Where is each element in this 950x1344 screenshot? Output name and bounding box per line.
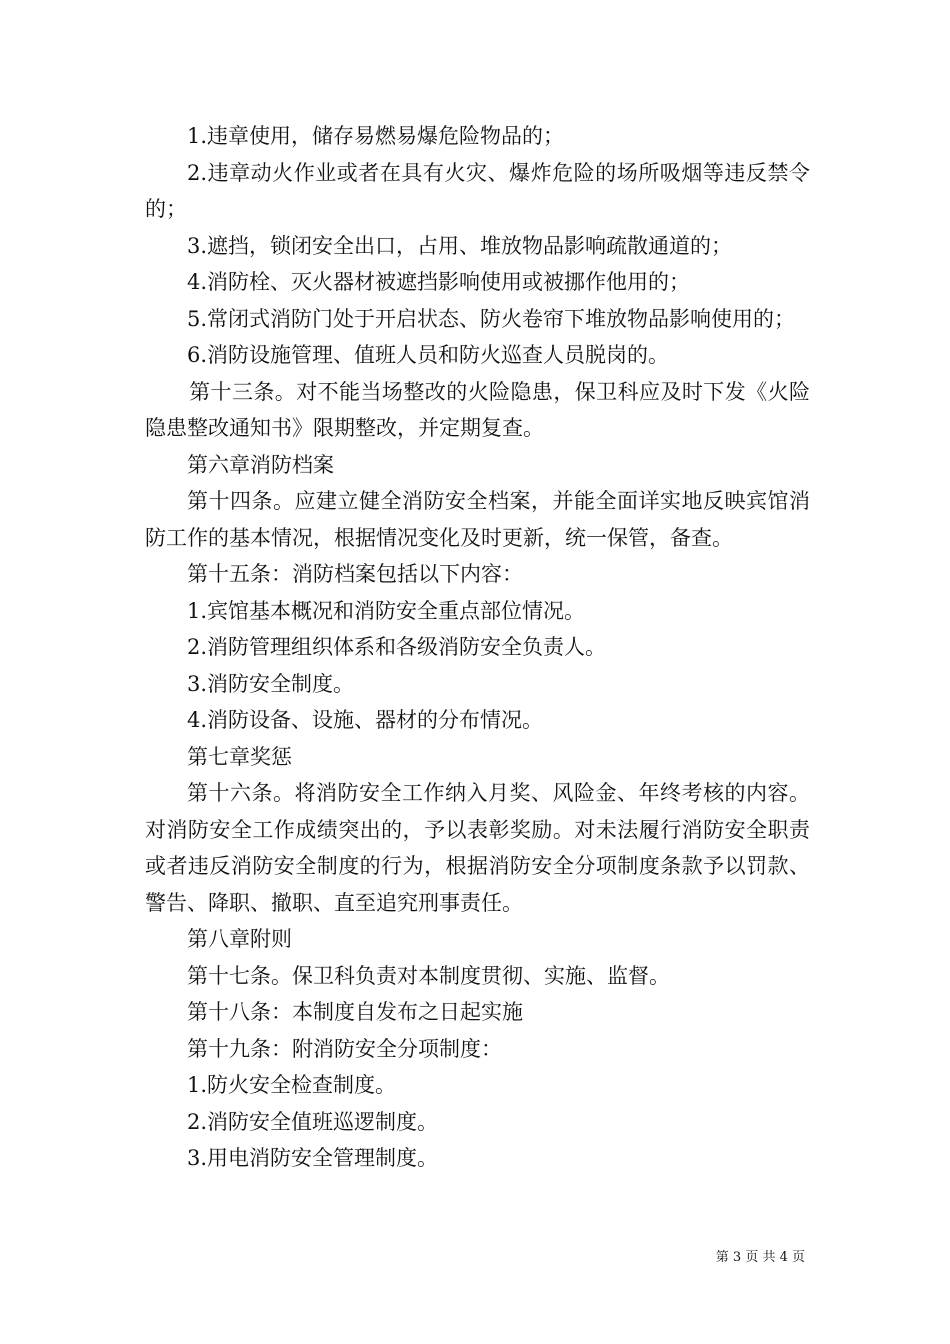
page-number: 第 3 页 共 4 页 bbox=[715, 1250, 805, 1265]
list-item-4: 4.消防栓、灭火器材被遮挡影响使用或被挪作他用的； bbox=[187, 270, 691, 294]
chapter-8-heading: 第八章附则 bbox=[187, 927, 292, 951]
document-body bbox=[145, 118, 810, 1177]
article-18: 第十八条：本制度自发布之日起实施 bbox=[187, 1000, 523, 1024]
list-item-3: 3.遮挡，锁闭安全出口，占用、堆放物品影响疏散通道的； bbox=[187, 233, 733, 258]
system-item-2: 2.消防安全值班巡逻制度。 bbox=[187, 1109, 439, 1134]
article-13: 第十三条。对不能当场整改的火险隐患，保卫科应及时下发《火险隐患整改通知书》限期整改，并定期复查。 bbox=[145, 379, 810, 440]
article-14: 第十四条。应建立健全消防安全档案，并能全面详实地反映宾馆消防工作的基本情况，根据情况变化及时更新，统一保管，备查。 bbox=[145, 489, 810, 550]
article-15: 第十五条：消防档案包括以下内容： bbox=[187, 562, 523, 586]
article-19: 第十九条：附消防安全分项制度： bbox=[187, 1036, 502, 1061]
archive-item-2: 2.消防管理组织体系和各级消防安全负责人。 bbox=[187, 635, 607, 659]
list-item-2: 2.违章动火作业或者在具有火灾、爆炸危险的场所吸烟等违反禁令的； bbox=[145, 160, 810, 221]
archive-item-1: 1.宾馆基本概况和消防安全重点部位情况。 bbox=[187, 598, 586, 623]
archive-item-3: 3.消防安全制度。 bbox=[187, 671, 355, 696]
system-item-1: 1.防火安全检查制度。 bbox=[187, 1073, 397, 1097]
article-17: 第十七条。保卫科负责对本制度贯彻、实施、监督。 bbox=[187, 963, 670, 988]
system-item-3: 3.用电消防安全管理制度。 bbox=[187, 1146, 439, 1170]
chapter-7-heading: 第七章奖惩 bbox=[187, 744, 292, 769]
list-item-6: 6.消防设施管理、值班人员和防火巡查人员脱岗的。 bbox=[187, 343, 670, 367]
list-item-5: 5.常闭式消防门处于开启状态、防火卷帘下堆放物品影响使用的； bbox=[187, 306, 796, 331]
list-item-1: 1.违章使用，储存易燃易爆危险物品的； bbox=[187, 124, 565, 148]
archive-item-4: 4.消防设备、设施、器材的分布情况。 bbox=[187, 708, 544, 732]
article-16: 第十六条。将消防安全工作纳入月奖、风险金、年终考核的内容。对消防安全工作成绩突出的，予以表彰奖励。对未法履行消防安全职责或者违反消防安全制度的行为，根据消防安全分项制度条款予以罚款、警告、降职、撤职、直至追究刑事责任。 bbox=[145, 781, 810, 915]
chapter-6-heading: 第六章消防档案 bbox=[187, 452, 334, 477]
